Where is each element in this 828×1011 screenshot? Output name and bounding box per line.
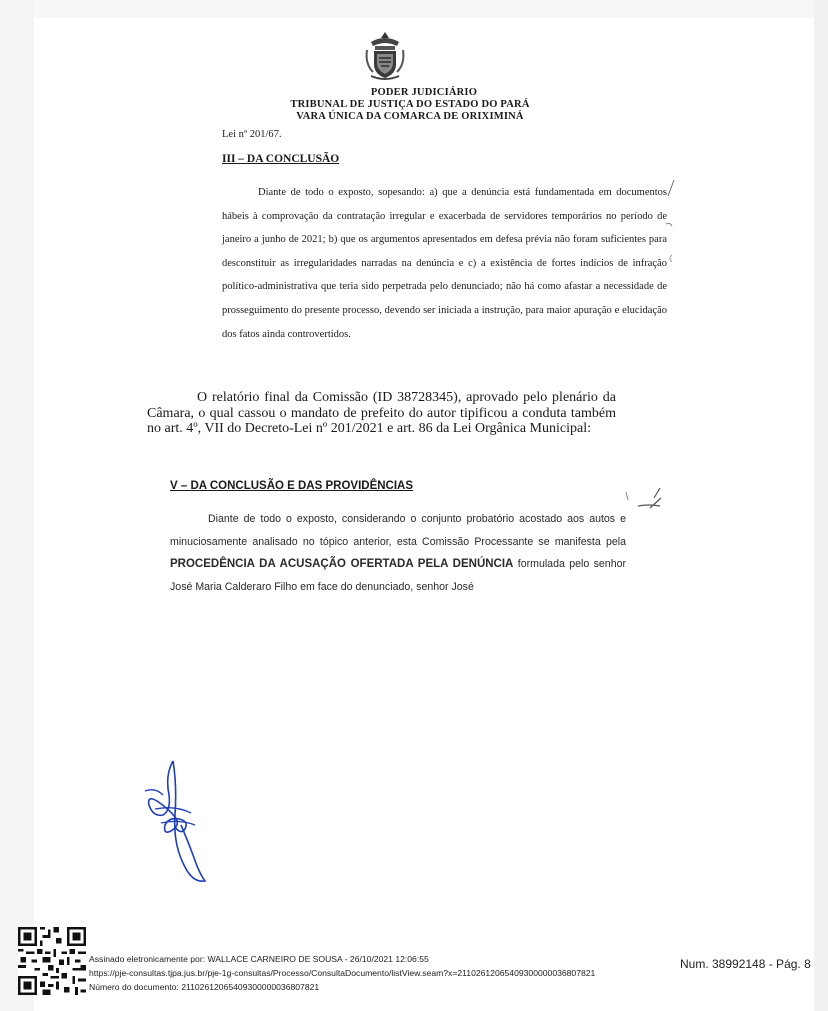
handwritten-signature xyxy=(135,755,225,890)
footer-document-number: Número do documento: 21102612065409300000036807821 xyxy=(89,982,320,992)
header-line-3: VARA ÚNICA DA COMARCA DE ORIXIMINÁ xyxy=(296,111,524,122)
section-v-text-after: formulada pelo senhor José Maria Calderaro Filho em face do denunciado, senhor José xyxy=(170,558,627,593)
section-iii-title: III – DA CONCLUSÃO xyxy=(222,153,340,165)
body-paragraph: O relatório final da Comissão (ID 38728345), aprovado pelo plenário da Câmara, o qual cassou o mandato de prefeito do autor tipificou a conduta também no art. 4º, VII do Decreto-Lei nº 201/2021 e art. 86 da Lei Orgânica Municipal: xyxy=(147,390,616,437)
qr-code-icon xyxy=(18,927,86,995)
section-v-text-bold: PROCEDÊNCIA DA ACUSAÇÃO OFERTADA PELA DENÚNCIA xyxy=(170,558,514,570)
section-iii-paragraph: Diante de todo o exposto, sopesando: a) que a denúncia está fundamentada em documentos hábeis à comprovação da contratação irregular e exacerbada de servidores temporários no período de janeiro a junho de 2021; b) que os argumentos apresentados em defesa prévia não foram suficientes para desconstituir as irregularidades narradas na denúncia e c) a existência de fortes indícios de infração político-administrativa que teria sido perpetrada pelo denunciado; não há como afastar a necessidade de prosseguimento do presente processo, devendo ser iniciada a instrução, para maior apuração e elucidação dos fatos ainda controvertidos. xyxy=(222,187,667,340)
footer-url[interactable]: https://pje-consultas.tjpa.jus.br/pje-1g-consultas/Processo/ConsultaDocumento/listView.seam?x=21102612065409300000036807821 xyxy=(89,968,596,978)
page-reference: Num. 38992148 - Pág. 8 xyxy=(680,957,811,971)
header-line-1: PODER JUDICIÁRIO xyxy=(370,87,478,98)
footer-signed-by: Assinado eletronicamente por: WALLACE CARNEIRO DE SOUSA - 26/10/2021 12:06:55 xyxy=(89,954,429,964)
section-v-text-before: Diante de todo o exposto, considerando o conjunto probatório acostado aos autos e minuciosamente analisado no tópico anterior, esta Comissão Processante se manifesta pela xyxy=(170,513,626,548)
header-line-2: TRIBUNAL DE JUSTIÇA DO ESTADO DO PARÁ xyxy=(290,99,530,110)
law-reference: Lei nº 201/67. xyxy=(222,129,282,140)
section-v-title: V – DA CONCLUSÃO E DAS PROVIDÊNCIAS xyxy=(170,480,414,492)
